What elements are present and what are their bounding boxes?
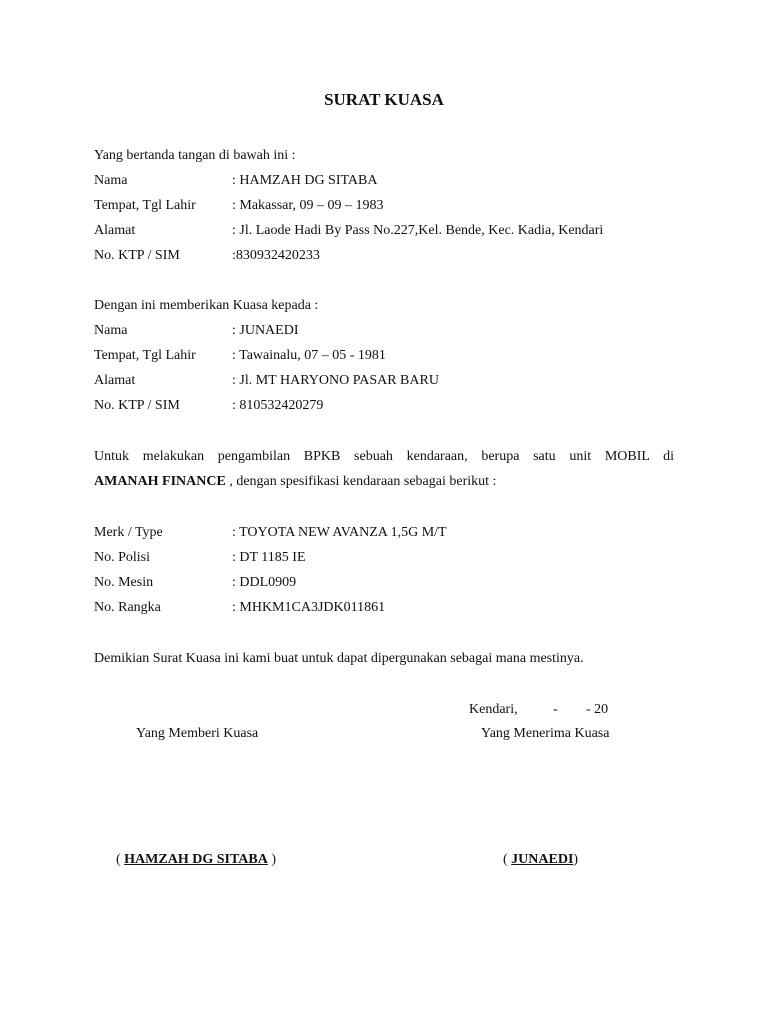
- grantee-id-label: No. KTP / SIM: [94, 398, 180, 413]
- vehicle-chassis-value: : MHKM1CA3JDK011861: [232, 600, 386, 615]
- grantee-id-value: : 810532420279: [232, 398, 324, 413]
- grantee-name-value: : JUNAEDI: [232, 323, 299, 338]
- vehicle-brand-value: : TOYOTA NEW AVANZA 1,5G M/T: [232, 525, 447, 540]
- purpose-line-1: Untuk melakukan pengambilan BPKB sebuah kendaraan, berupa satu unit MOBIL di: [94, 449, 674, 464]
- vehicle-plate-label: No. Polisi: [94, 550, 151, 565]
- vehicle-engine-value: : DDL0909: [232, 575, 297, 590]
- grantee-open-paren: (: [503, 852, 512, 867]
- vehicle-chassis-label: No. Rangka: [94, 600, 161, 615]
- grantee-birth-label: Tempat, Tgl Lahir: [94, 348, 196, 363]
- vehicle-brand-label: Merk / Type: [94, 525, 163, 540]
- date-separator-2: - 20: [586, 702, 609, 717]
- grantee-birth-value: : Tawainalu, 07 – 05 - 1981: [232, 348, 386, 363]
- grantee-role-label: Yang Menerima Kuasa: [481, 726, 610, 741]
- grantor-birth-label: Tempat, Tgl Lahir: [94, 198, 196, 213]
- grantor-open-paren: (: [116, 852, 125, 867]
- grantee-close-paren: ): [573, 852, 579, 867]
- company-name: AMANAH FINANCE: [94, 474, 226, 489]
- grantor-id-value: :830932420233: [232, 248, 320, 263]
- grantor-name-label: Nama: [94, 173, 128, 188]
- grantor-birth-value: : Makassar, 09 – 09 – 1983: [232, 198, 384, 213]
- grantor-close-paren: ): [267, 852, 276, 867]
- grantor-role-label: Yang Memberi Kuasa: [136, 726, 259, 741]
- vehicle-engine-label: No. Mesin: [94, 575, 154, 590]
- authorize-intro-text: Dengan ini memberikan Kuasa kepada :: [94, 298, 319, 313]
- document-title: SURAT KUASA: [324, 90, 444, 109]
- vehicle-plate-value: : DT 1185 IE: [232, 550, 306, 565]
- purpose-line-2-rest: , dengan spesifikasi kendaraan sebagai berikut :: [225, 474, 497, 489]
- closing-text: Demikian Surat Kuasa ini kami buat untuk dapat dipergunakan sebagai mana mestinya.: [94, 651, 584, 666]
- grantee-signature-text: JUNAEDI: [511, 852, 574, 867]
- grantee-address-value: : Jl. MT HARYONO PASAR BARU: [232, 373, 439, 388]
- grantor-signature-text: HAMZAH DG SITABA: [124, 852, 268, 867]
- grantor-address-label: Alamat: [94, 223, 136, 238]
- grantor-id-label: No. KTP / SIM: [94, 248, 180, 263]
- intro-text: Yang bertanda tangan di bawah ini :: [94, 148, 296, 163]
- purpose-line-2: [94, 474, 496, 490]
- grantee-signature-name: [503, 852, 578, 868]
- grantor-signature-name: [116, 852, 276, 868]
- grantee-address-label: Alamat: [94, 373, 136, 388]
- place-text: Kendari,: [469, 702, 518, 717]
- grantor-name-value: : HAMZAH DG SITABA: [232, 173, 378, 188]
- grantor-address-value: : Jl. Laode Hadi By Pass No.227,Kel. Bende, Kec. Kadia, Kendari: [232, 223, 604, 238]
- grantee-name-label: Nama: [94, 323, 128, 338]
- date-separator-1: -: [553, 702, 558, 717]
